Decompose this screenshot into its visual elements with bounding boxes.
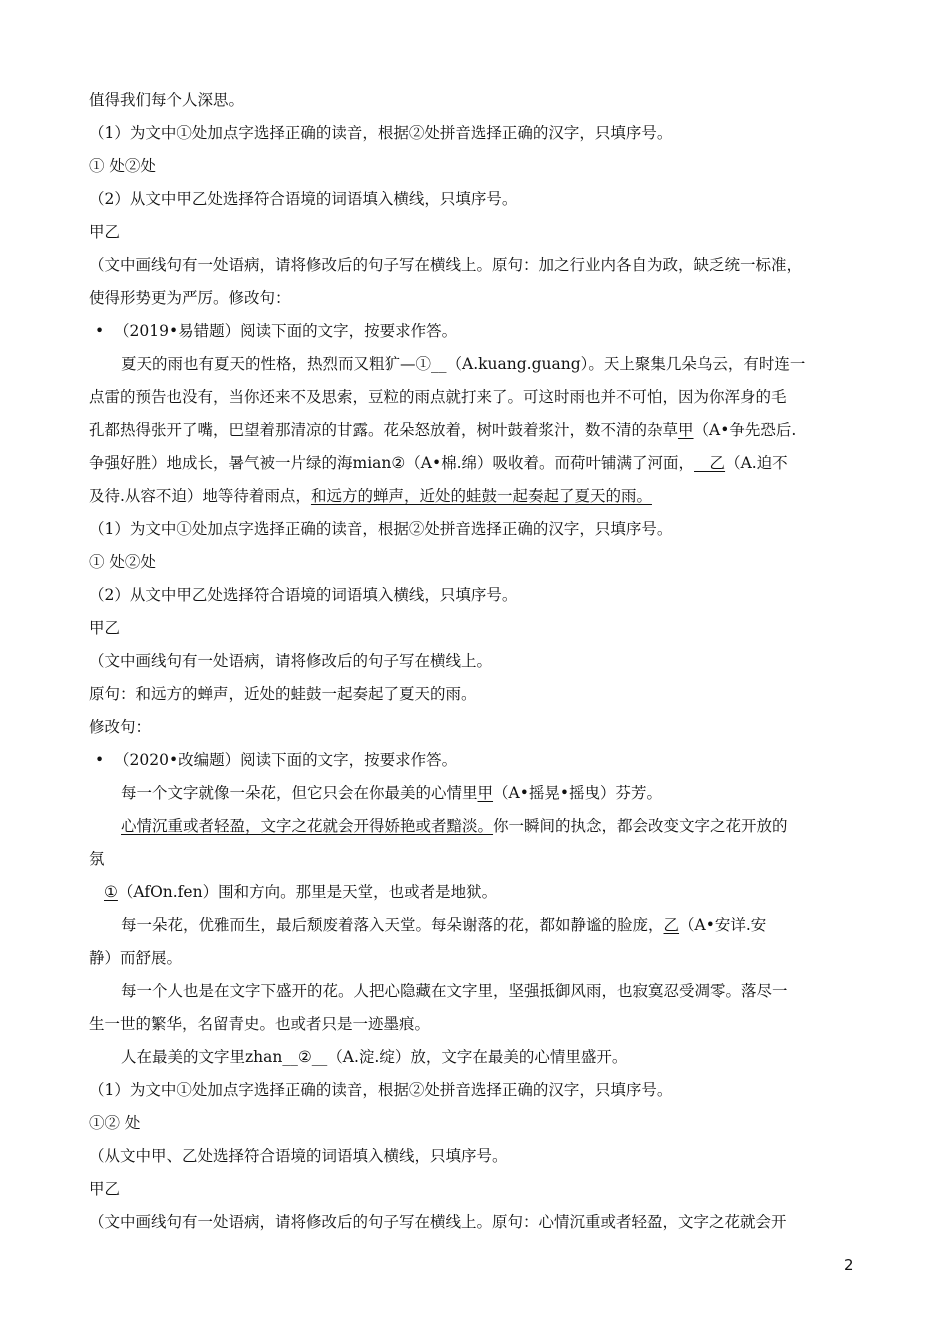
answer-line: ①② 处 bbox=[89, 1114, 141, 1132]
exercise-heading: • （2019•易错题）阅读下面的文字，按要求作答。 bbox=[95, 322, 458, 340]
exercise-heading: • （2020•改编题）阅读下面的文字，按要求作答。 bbox=[95, 751, 458, 769]
answer-line: 甲乙 bbox=[89, 223, 121, 241]
text-line: 值得我们每个人深思。 bbox=[89, 91, 245, 109]
question-1: （1）为文中①处加点字选择正确的读音，根据②处拼音选择正确的汉字，只填序号。 bbox=[89, 1081, 673, 1099]
passage-line: ①（AfOn.fen）围和方向。那里是天堂，也或者是地狱。 bbox=[104, 883, 498, 901]
original-sentence: 原句：和远方的蝉声，近处的蛙鼓一起奏起了夏天的雨。 bbox=[89, 685, 477, 703]
answer-line: 甲乙 bbox=[89, 619, 121, 637]
passage-line: 静）而舒展。 bbox=[89, 949, 183, 967]
page-number: 2 bbox=[844, 1256, 854, 1274]
question-2: （2）从文中甲乙处选择符合语境的词语填入横线，只填序号。 bbox=[89, 190, 518, 208]
answer-line: 甲乙 bbox=[89, 1180, 121, 1198]
passage-line: 夏天的雨也有夏天的性格，热烈而又粗犷—①__（A.kuang.guang）。天上聚集几朵乌云，有时连一 bbox=[121, 355, 806, 373]
passage-line: 每一朵花，优雅而生，最后颓废着落入天堂。每朵谢落的花，都如静谧的脸庞，乙（A•安详.安 bbox=[121, 916, 767, 934]
passage-line: 每一个人也是在文字下盛开的花。人把心隐藏在文字里，坚强抵御风雨，也寂寞忍受凋零。落尽一 bbox=[121, 982, 788, 1000]
passage-line: 人在最美的文字里zhan__②__（A.淀.绽）放，文字在最美的心情里盛开。 bbox=[121, 1048, 628, 1066]
answer-line: ① 处②处 bbox=[89, 553, 156, 571]
question-3: （文中画线句有一处语病，请将修改后的句子写在横线上。 bbox=[89, 652, 493, 670]
passage-line: 心情沉重或者轻盈，文字之花就会开得娇艳或者黯淡。你一瞬间的执念，都会改变文字之花开放的 bbox=[121, 817, 788, 835]
question-3: （文中画线句有一处语病，请将修改后的句子写在横线上。原句：心情沉重或者轻盈，文字之花就会开 bbox=[89, 1213, 787, 1231]
answer-line: ① 处②处 bbox=[89, 157, 156, 175]
question-1: （1）为文中①处加点字选择正确的读音，根据②处拼音选择正确的汉字，只填序号。 bbox=[89, 520, 673, 538]
question-3: （文中画线句有一处语病，请将修改后的句子写在横线上。原句：加之行业内各自为政，缺乏统一标准， bbox=[89, 256, 803, 274]
question-1: （1）为文中①处加点字选择正确的读音，根据②处拼音选择正确的汉字，只填序号。 bbox=[89, 124, 673, 142]
passage-line: 每一个文字就像一朵花，但它只会在你最美的心情里甲（A•摇晃•摇曳）芬芳。 bbox=[121, 784, 663, 802]
passage-line: 及待.从容不迫）地等待着雨点，和远方的蝉声，近处的蛙鼓一起奏起了夏天的雨。 bbox=[89, 487, 652, 505]
revised-sentence-label: 修改句： bbox=[89, 718, 152, 736]
underlined-sentence: 心情沉重或者轻盈，文字之花就会开得娇艳或者黯淡。 bbox=[121, 817, 494, 835]
question-2: （2）从文中甲乙处选择符合语境的词语填入横线，只填序号。 bbox=[89, 586, 518, 604]
passage-line: 孔都热得张开了嘴，巴望着那清凉的甘露。花朵怒放着，树叶鼓着浆汁，数不清的杂草甲（A•争先恐后. bbox=[89, 421, 797, 439]
passage-line: 生一世的繁华，名留青史。也或者只是一迹墨痕。 bbox=[89, 1015, 431, 1033]
text-line: 使得形势更为严厉。修改句： bbox=[89, 289, 291, 307]
question-2: （从文中甲、乙处选择符合语境的词语填入横线，只填序号。 bbox=[89, 1147, 508, 1165]
passage-line: 争强好胜）地成长，暑气被一片绿的海mian②（A•棉.绵）吸收着。而荷叶铺满了河面，__乙（A.迫不 bbox=[89, 454, 788, 472]
passage-line: 氛 bbox=[89, 850, 105, 868]
passage-line: 点雷的预告也没有，当你还来不及思索，豆粒的雨点就打来了。可这时雨也并不可怕，因为你浑身的毛 bbox=[89, 388, 787, 406]
underlined-sentence: 和远方的蝉声，近处的蛙鼓一起奏起了夏天的雨。 bbox=[310, 487, 652, 505]
